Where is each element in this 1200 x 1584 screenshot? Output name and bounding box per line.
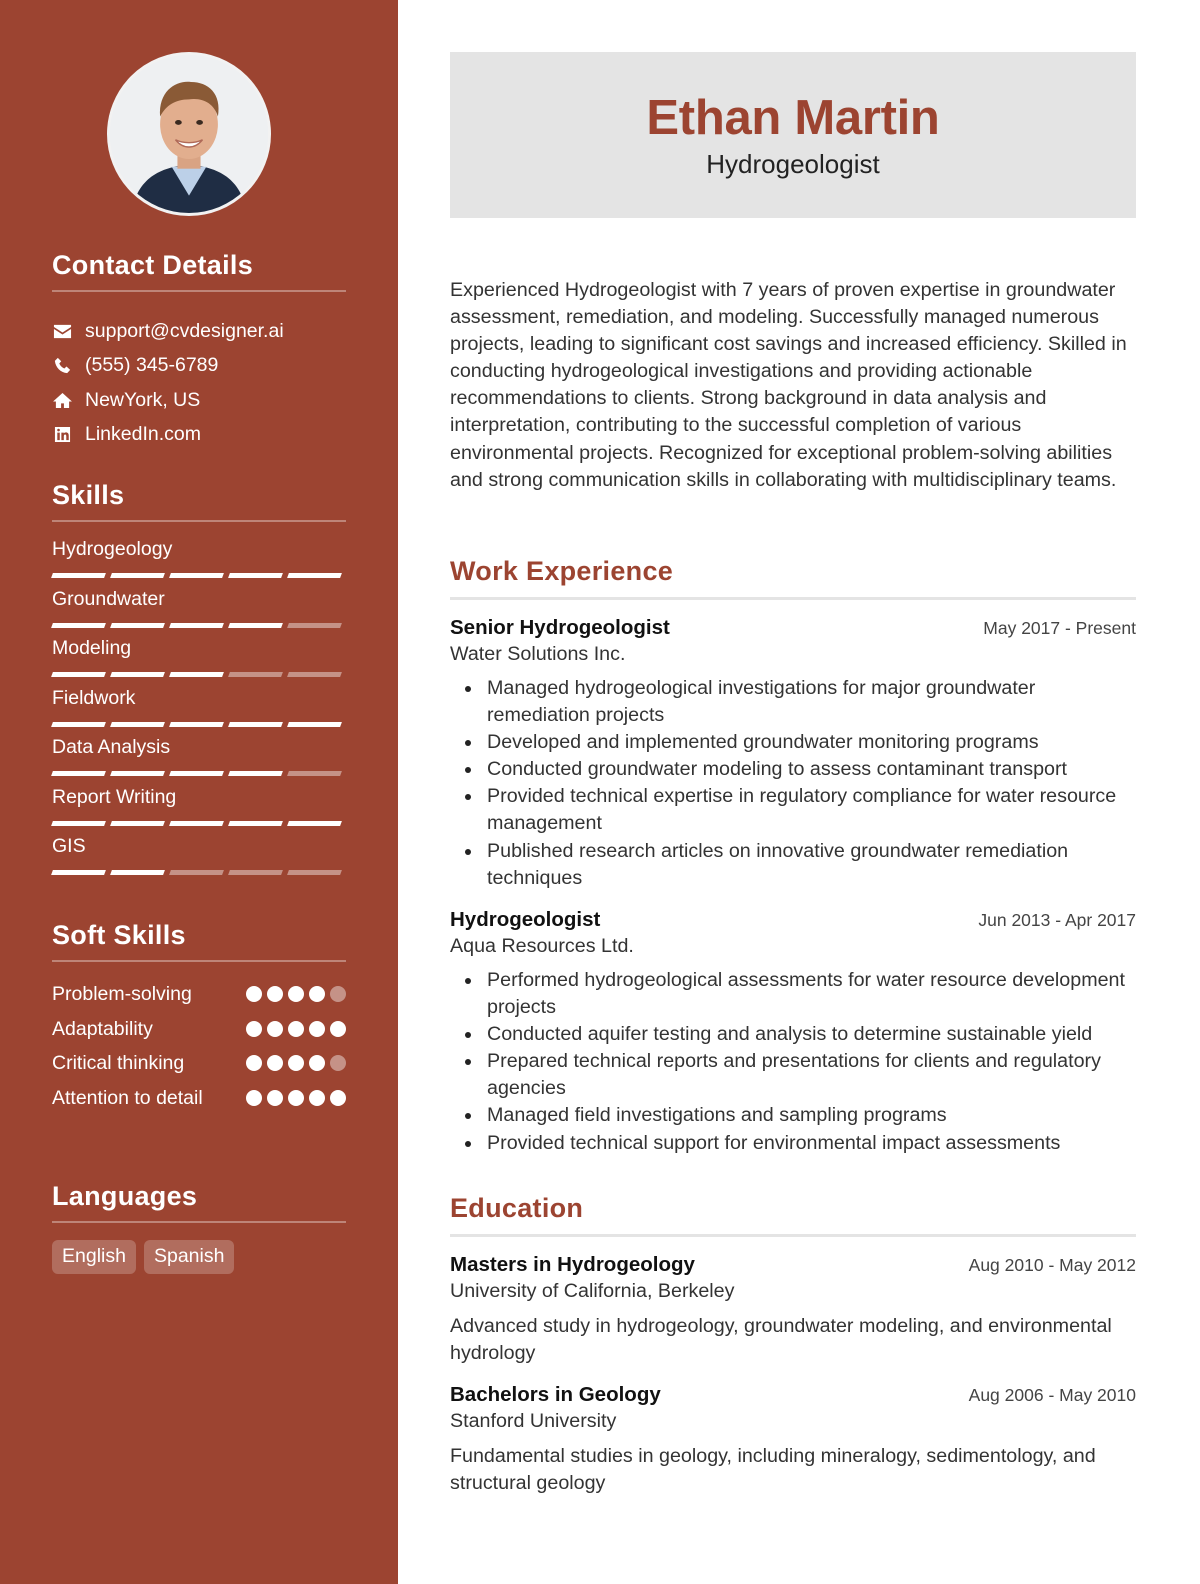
profile-photo-illustration [110, 55, 268, 213]
soft-skill-rating [246, 1055, 346, 1071]
rating-dot-filled [267, 1055, 283, 1071]
soft-skill-rating [246, 986, 346, 1002]
education-dates: Aug 2006 - May 2010 [968, 1385, 1136, 1405]
soft-skill-name: Adaptability [52, 1017, 153, 1040]
job-bullet: Provided technical support for environmental impact assessments [450, 1130, 1136, 1157]
skill-bar-filled [228, 623, 283, 628]
soft-skill-row [52, 980, 346, 1015]
skill-level-bars [52, 672, 346, 677]
language-chip: Spanish [144, 1240, 234, 1274]
skill-bar-filled [51, 722, 106, 727]
linkedin-icon [52, 426, 72, 444]
skill-list [52, 538, 346, 885]
rating-dot-filled [288, 1021, 304, 1037]
rating-dot-filled [267, 986, 283, 1002]
soft-skills-section [52, 920, 346, 1118]
envelope-icon [52, 322, 72, 340]
rating-dot-filled [267, 1021, 283, 1037]
soft-skill-rating [246, 1021, 346, 1037]
skill-bar-filled [51, 573, 106, 578]
job-bullet: Provided technical expertise in regulatory compliance for water resource management [450, 783, 1136, 837]
skill-bar-filled [51, 870, 106, 875]
job-bullets [450, 967, 1136, 1157]
rating-dot-filled [246, 1090, 262, 1106]
rating-dot-filled [330, 1090, 346, 1106]
skill-row [52, 538, 346, 588]
soft-skill-row [52, 1015, 346, 1050]
job-bullet: Conducted aquifer testing and analysis to determine sustainable yield [450, 1021, 1136, 1048]
profile-photo [107, 52, 271, 216]
rating-dot-filled [246, 986, 262, 1002]
job-bullet: Performed hydrogeological assessments for water resource development projects [450, 967, 1136, 1021]
home-icon [52, 391, 72, 409]
rating-dot-filled [309, 986, 325, 1002]
skill-level-bars [52, 722, 346, 727]
job-bullet: Conducted groundwater modeling to assess contaminant transport [450, 756, 1136, 783]
skill-bar-filled [110, 672, 165, 677]
skill-bar-filled [110, 722, 165, 727]
contact-email-text: support@cvdesigner.ai [85, 319, 284, 342]
skill-bar-filled [110, 573, 165, 578]
rating-dot-filled [288, 1090, 304, 1106]
job-title: Hydrogeologist [450, 908, 601, 931]
degree-title: Bachelors in Geology [450, 1383, 661, 1406]
soft-skills-title: Soft Skills [52, 920, 346, 962]
rating-dot-filled [288, 986, 304, 1002]
skill-level-bars [52, 573, 346, 578]
soft-skill-list [52, 980, 346, 1118]
rating-dot-filled [246, 1055, 262, 1071]
job-entry [450, 908, 1136, 1157]
education-dates: Aug 2010 - May 2012 [968, 1255, 1136, 1275]
skill-bar-empty [169, 870, 224, 875]
skill-row [52, 588, 346, 638]
skill-bar-filled [228, 821, 283, 826]
rating-dot-empty [330, 986, 346, 1002]
job-entry [450, 616, 1136, 892]
skills-section [52, 480, 346, 885]
skill-row [52, 835, 346, 885]
school-name: University of California, Berkeley [450, 1280, 735, 1302]
skill-row [52, 687, 346, 737]
job-dates: Jun 2013 - Apr 2017 [978, 910, 1136, 930]
skill-bar-empty [287, 771, 342, 776]
job-bullet: Prepared technical reports and presentations for clients and regulatory agencies [450, 1048, 1136, 1102]
soft-skill-name: Critical thinking [52, 1052, 185, 1074]
skill-name: Data Analysis [52, 736, 171, 758]
skill-bar-filled [169, 821, 224, 826]
job-company: Water Solutions Inc. [450, 643, 626, 665]
skill-bar-filled [110, 771, 165, 776]
skill-name: Report Writing [52, 785, 177, 808]
skill-name: GIS [52, 835, 86, 857]
education-description: Fundamental studies in geology, including mineralogy, sedimentology, and structural geology [450, 1445, 1096, 1495]
skill-name: Groundwater [52, 587, 165, 610]
language-list [52, 1240, 346, 1274]
skill-name: Fieldwork [52, 686, 136, 709]
skill-bar-filled [51, 623, 106, 628]
skill-row [52, 786, 346, 836]
skill-bar-empty [287, 623, 342, 628]
skill-level-bars [52, 771, 346, 776]
skill-bar-empty [287, 870, 342, 875]
soft-skill-name: Attention to detail [52, 1086, 203, 1109]
contact-linkedin[interactable] [52, 418, 346, 453]
school-name: Stanford University [450, 1410, 617, 1432]
skill-bar-filled [228, 573, 283, 578]
rating-dot-filled [309, 1090, 325, 1106]
skill-bar-empty [228, 672, 283, 677]
contact-phone-text: (555) 345-6789 [85, 354, 219, 377]
skill-level-bars [52, 623, 346, 628]
job-bullet: Managed hydrogeological investigations for major groundwater remediation projects [450, 675, 1136, 729]
skill-name: Modeling [52, 637, 132, 659]
skill-level-bars [52, 821, 346, 826]
skill-bar-filled [169, 722, 224, 727]
sidebar [0, 0, 398, 1584]
rating-dot-filled [267, 1090, 283, 1106]
degree-title: Masters in Hydrogeology [450, 1253, 695, 1276]
skill-bar-filled [51, 771, 106, 776]
contact-email[interactable] [52, 314, 346, 349]
soft-skill-row [52, 1084, 346, 1119]
soft-skill-row [52, 1049, 346, 1084]
name-header [450, 52, 1136, 218]
job-bullet: Managed field investigations and sampling programs [450, 1102, 1136, 1129]
rating-dot-empty [330, 1055, 346, 1071]
rating-dot-filled [288, 1055, 304, 1071]
soft-skill-name: Problem-solving [52, 983, 192, 1005]
job-bullet: Developed and implemented groundwater monitoring programs [450, 729, 1136, 756]
skill-bar-filled [51, 672, 106, 677]
languages-section [52, 1181, 346, 1274]
contact-linkedin-text: LinkedIn.com [85, 423, 201, 446]
rating-dot-filled [330, 1021, 346, 1037]
skill-bar-empty [228, 870, 283, 875]
contact-section [52, 250, 346, 452]
profile-summary: Experienced Hydrogeologist with 7 years of proven expertise in groundwater assessment, remediation, and modeling. Successfully managed numerous projects, leading to significant cost savings and increased efficiency. Skilled in conducting hydrogeological investigations and providing actionable recommendations to clients. Strong background in data analysis and interpretation, contributing to the successful completion of various environmental projects. Recognized for exceptional problem-solving abilities and strong communication skills in collaborating with multidisciplinary teams. [450, 279, 1127, 491]
contact-list [52, 314, 346, 452]
skill-row [52, 736, 346, 786]
soft-skill-rating [246, 1090, 346, 1106]
contact-title: Contact Details [52, 250, 346, 292]
job-dates: May 2017 - Present [983, 618, 1136, 638]
skill-bar-filled [228, 771, 283, 776]
education-entry [450, 1253, 1136, 1367]
skill-bar-filled [287, 573, 342, 578]
skill-level-bars [52, 870, 346, 875]
skill-bar-filled [169, 672, 224, 677]
skill-bar-filled [287, 821, 342, 826]
job-title: Senior Hydrogeologist [450, 616, 670, 639]
skill-bar-filled [287, 722, 342, 727]
skill-bar-empty [287, 672, 342, 677]
job-company: Aqua Resources Ltd. [450, 935, 634, 957]
skill-bar-filled [169, 573, 224, 578]
skill-row [52, 637, 346, 687]
languages-title: Languages [52, 1181, 346, 1223]
rating-dot-filled [309, 1055, 325, 1071]
language-chip: English [52, 1240, 136, 1274]
skill-bar-filled [169, 771, 224, 776]
contact-location [52, 383, 346, 418]
skill-bar-filled [110, 821, 165, 826]
contact-location-text: NewYork, US [85, 388, 201, 411]
skill-bar-filled [51, 821, 106, 826]
education-entry [450, 1383, 1136, 1497]
rating-dot-filled [309, 1021, 325, 1037]
contact-phone[interactable] [52, 349, 346, 384]
education-description: Advanced study in hydrogeology, groundwater modeling, and environmental hydrology [450, 1315, 1112, 1365]
work-experience-title: Work Experience [450, 556, 1136, 600]
job-bullets [450, 675, 1136, 892]
skill-name: Hydrogeology [52, 538, 173, 560]
skills-title: Skills [52, 480, 346, 522]
skill-bar-filled [228, 722, 283, 727]
rating-dot-filled [246, 1021, 262, 1037]
skill-bar-filled [110, 623, 165, 628]
candidate-name: Ethan Martin [646, 91, 940, 145]
skill-bar-filled [110, 870, 165, 875]
job-bullet: Published research articles on innovative groundwater remediation techniques [450, 838, 1136, 892]
skill-bar-filled [169, 623, 224, 628]
phone-icon [52, 357, 72, 375]
education-title: Education [450, 1193, 1136, 1237]
candidate-role: Hydrogeologist [706, 149, 880, 179]
